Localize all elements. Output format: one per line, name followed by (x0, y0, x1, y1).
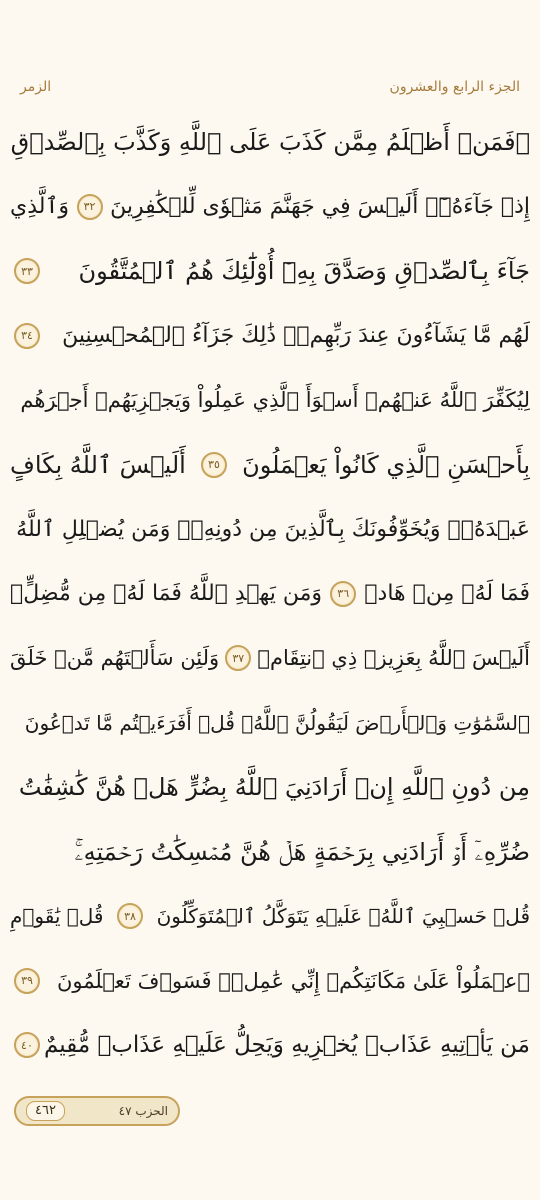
verse-text: فَمَا لَهُۥ مِنۡ هَادٖ (364, 581, 530, 607)
verse-text: وَلَئِن سَأَلۡتَهُم مَّنۡ خَلَقَ (10, 646, 220, 671)
verse-text: بِأَحۡسَنِ ٱلَّذِي كَانُواْ يَعۡمَلُونَ (242, 450, 530, 479)
ayah-number-marker: ٣٢ (77, 194, 103, 220)
text-line (10, 949, 530, 1014)
text-line (10, 239, 530, 304)
juz-name: الجزء الرابع والعشرون (389, 79, 520, 95)
text-line (10, 497, 530, 562)
text-line (10, 755, 530, 820)
ayah-number-marker: ٣٣ (14, 258, 40, 284)
text-line (10, 110, 530, 175)
verse-text: ٱلسَّمَٰوَٰتِ وَٱلۡأَرۡضَ لَيَقُولُنَّ ٱللَّهُۚ قُلۡ أَفَرَءَيۡتُم مَّا تَدۡعُونَ (24, 710, 530, 735)
ayah-number-marker: ٣٦ (330, 581, 356, 607)
verse-text: ۞فَمَنۡ أَظۡلَمُ مِمَّن كَذَبَ عَلَى ٱللَّهِ وَكَذَّبَ بِٱلصِّدۡقِ (10, 128, 530, 157)
verse-text: لِيُكَفِّرَ ٱللَّهُ عَنۡهُمۡ أَسۡوَأَ ٱلَّذِي عَمِلُواْ وَيَجۡزِيَهُمۡ أَجۡرَهُم (20, 388, 530, 413)
verse-text: جَآءَ بِٱلصِّدۡقِ وَصَدَّقَ بِهِۦٓ أُوْلَٰٓئِكَ هُمُ ٱلۡمُتَّقُونَ (78, 257, 530, 286)
text-line (10, 175, 530, 240)
ayah-number-marker: ٣٩ (14, 968, 40, 994)
verse-text: مَن يَأۡتِيهِ عَذَابٞ يُخۡزِيهِ وَيَحِلُّ عَلَيۡهِ عَذَابٞ مُّقِيمٌ (43, 1032, 530, 1059)
verse-text: ٱعۡمَلُواْ عَلَىٰ مَكَانَتِكُمۡ إِنِّي عَٰمِلٞۖ فَسَوۡفَ تَعۡلَمُونَ (56, 968, 530, 993)
page-footer (14, 1096, 180, 1126)
page-number: ٤٦٢ (26, 1101, 65, 1121)
text-line (10, 626, 530, 691)
text-line (10, 691, 530, 756)
ayah-number-marker: ٣٨ (117, 903, 143, 929)
verse-text: قُلۡ حَسۡبِيَ ٱللَّهُۖ عَلَيۡهِ يَتَوَكَّلُ ٱلۡمُتَوَكِّلُونَ (156, 904, 530, 929)
ayah-number-marker: ٣٤ (14, 323, 40, 349)
text-line (10, 562, 530, 627)
text-line (10, 1013, 530, 1078)
text-line (10, 820, 530, 885)
text-line (10, 304, 530, 369)
text-line (10, 368, 530, 433)
verse-text: مِن دُونِ ٱللَّهِ إِنۡ أَرَادَنِيَ ٱللَّهُ بِضُرٍّ هَلۡ هُنَّ كَٰشِفَٰتُ (18, 773, 530, 802)
text-line (10, 433, 530, 498)
verse-text: أَلَيۡسَ ٱللَّهُ بِكَافٍ (10, 450, 186, 479)
verse-text: وَٱلَّذِي (10, 194, 70, 220)
surah-name: الزمر (20, 79, 52, 95)
hizb-label: الحزب ٤٧ (118, 1104, 168, 1118)
verse-text: ضُرِّهِۦٓ أَوۡ أَرَادَنِي بِرَحۡمَةٍ هَلۡ هُنَّ مُمۡسِكَٰتُ رَحۡمَتِهِۦۚ (74, 837, 530, 866)
verse-text: إِذۡ جَآءَهُۥٓۚ أَلَيۡسَ فِي جَهَنَّمَ مَثۡوٗى لِّلۡكَٰفِرِينَ (110, 194, 530, 220)
ayah-number-marker: ٣٧ (225, 645, 251, 671)
verse-text: لَهُم مَّا يَشَآءُونَ عِندَ رَبِّهِمۡۚ ذَٰلِكَ جَزَآءُ ٱلۡمُحۡسِنِينَ (62, 323, 530, 349)
verse-text: وَمَن يَهۡدِ ٱللَّهُ فَمَا لَهُۥ مِن مُّضِلٍّۗ (10, 581, 323, 607)
page-header (20, 72, 520, 102)
verse-text: أَلَيۡسَ ٱللَّهُ بِعَزِيزٖ ذِي ٱنتِقَامٖ (257, 646, 530, 671)
verse-text: قُلۡ يَٰقَوۡمِ (10, 904, 104, 929)
text-line (10, 884, 530, 949)
quran-text (10, 110, 530, 1078)
ayah-number-marker: ٣٥ (201, 452, 227, 478)
verse-text: عَبۡدَهُۥۖ وَيُخَوِّفُونَكَ بِٱلَّذِينَ مِن دُونِهِۦۚ وَمَن يُضۡلِلِ ٱللَّهُ (16, 516, 530, 542)
ayah-number-marker: ٤٠ (14, 1032, 40, 1058)
